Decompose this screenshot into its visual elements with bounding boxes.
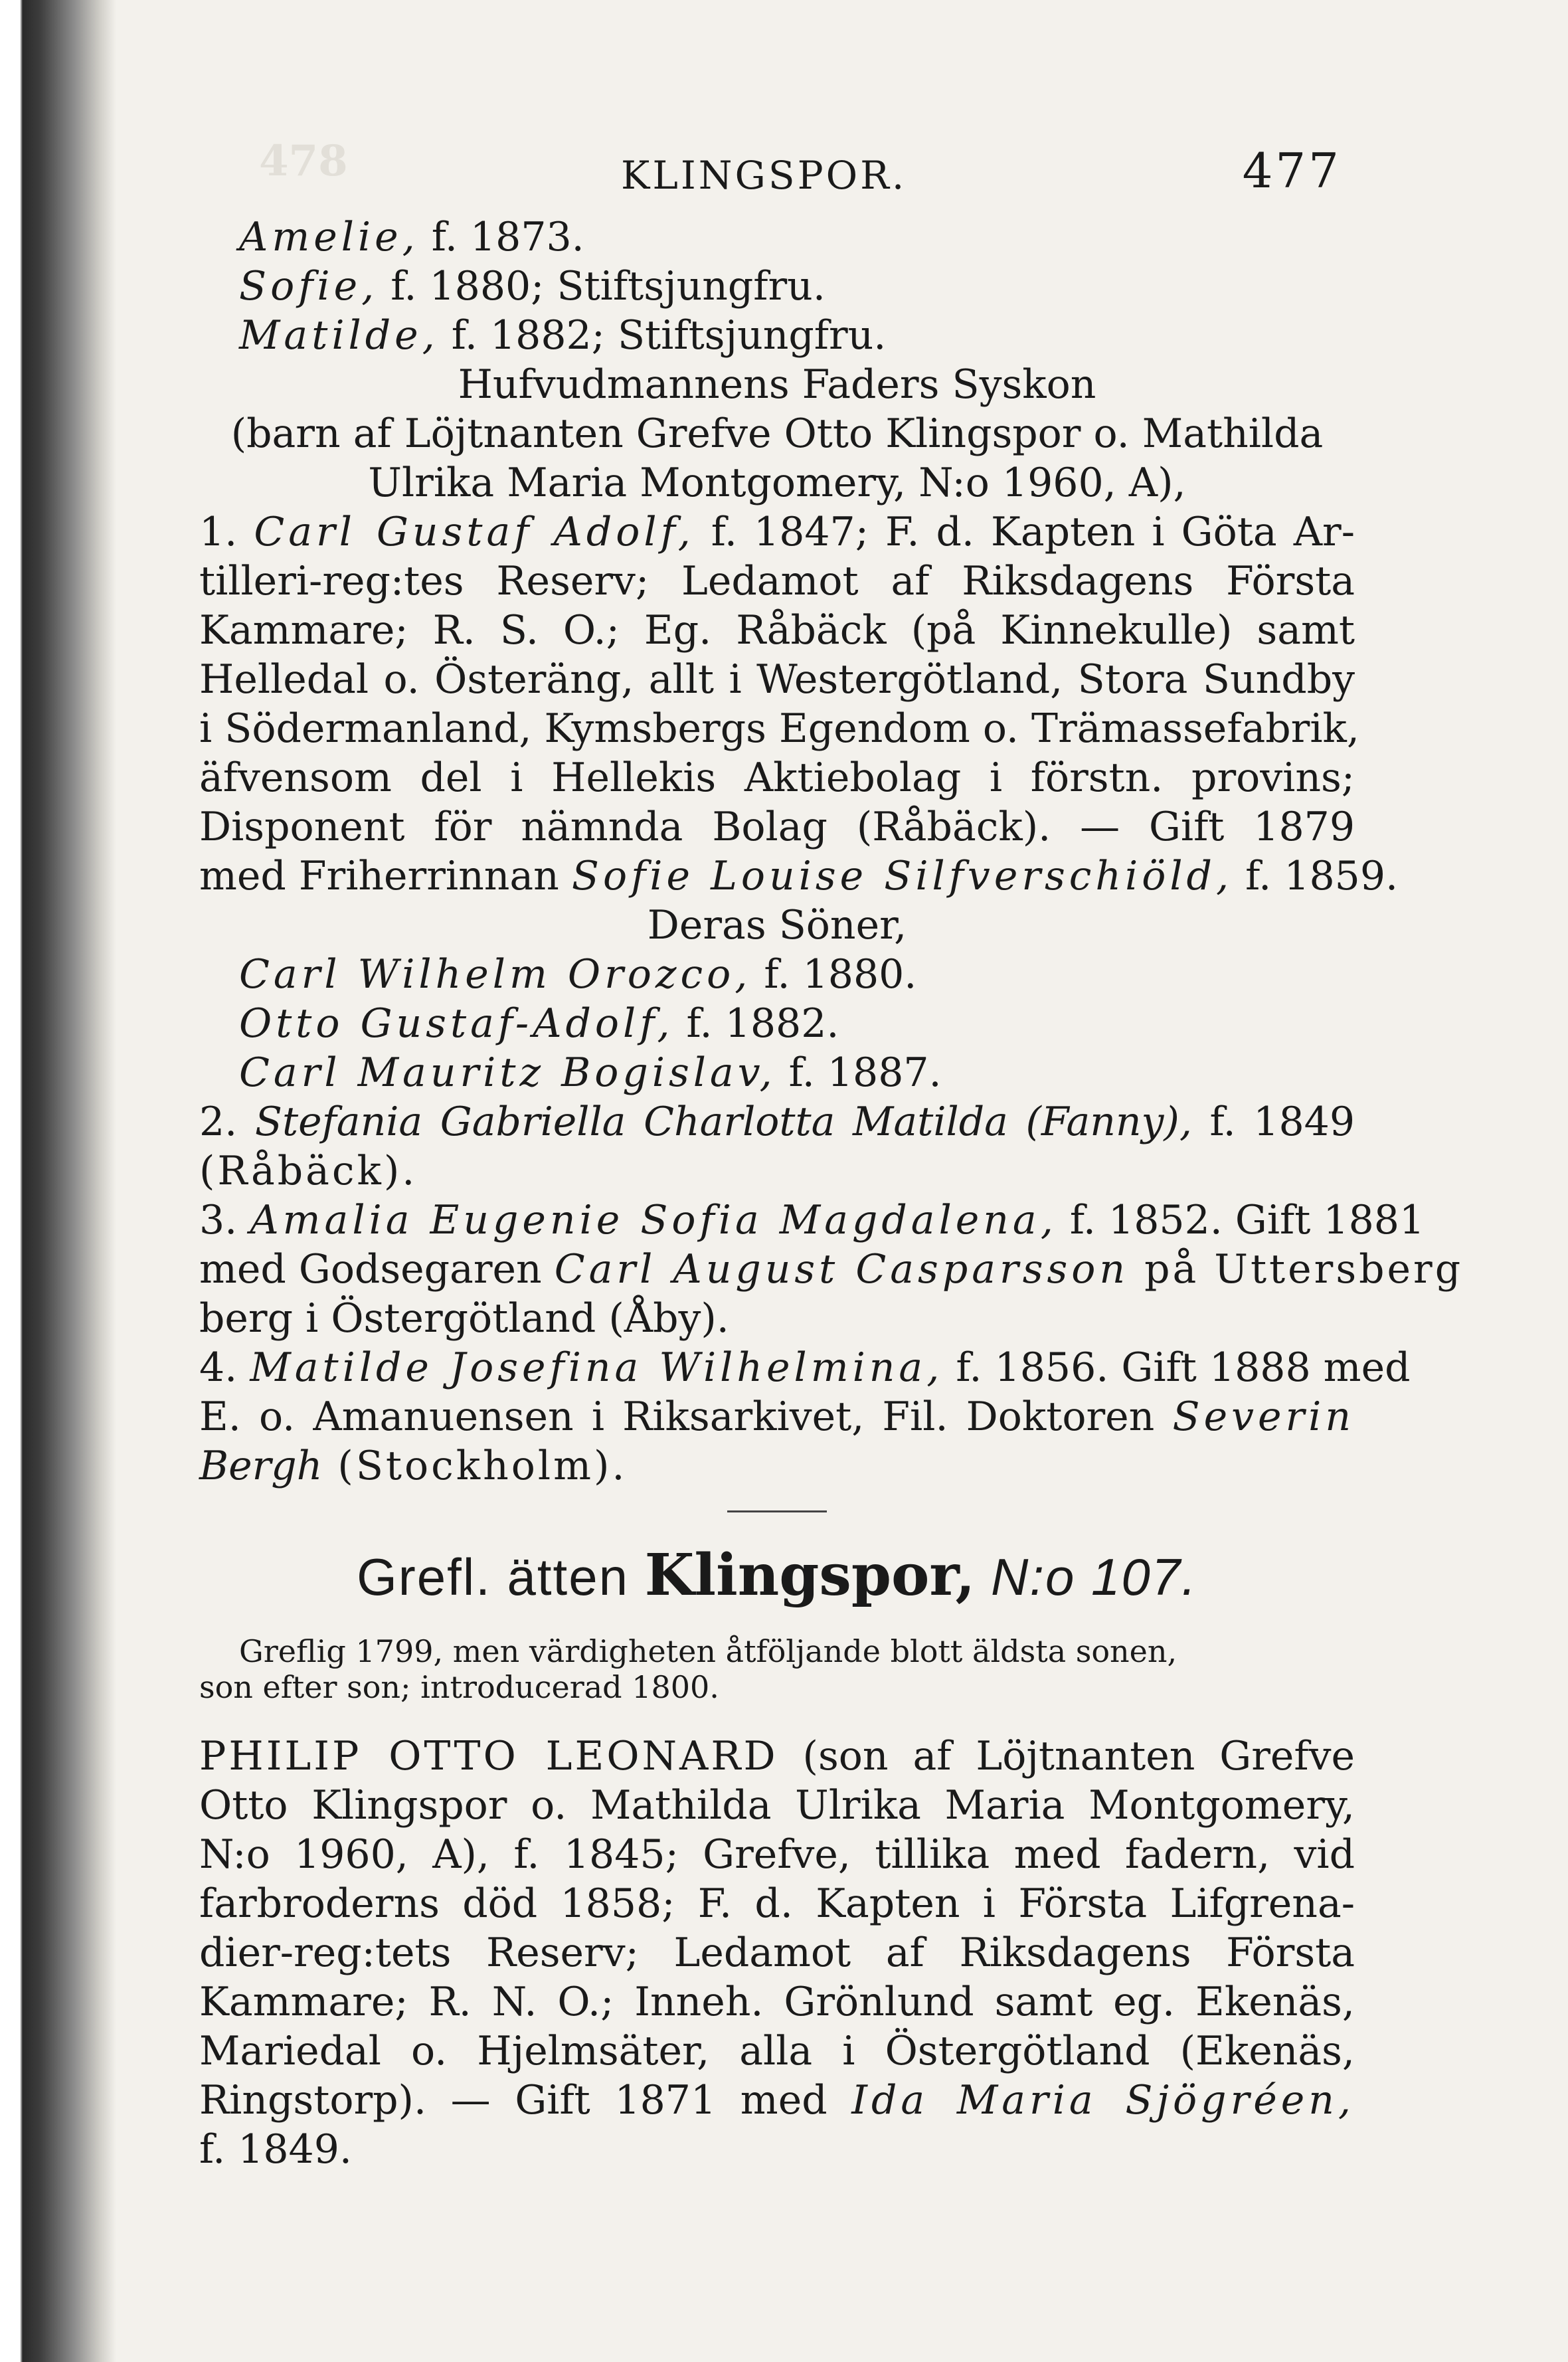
daughter-line: Matilde, f. 1882; Stiftsjungfru. xyxy=(239,312,887,359)
entry-1-line: Kammare; R. S. O.; Eg. Råbäck (på Kinnekulle) samt xyxy=(199,607,1355,654)
sons-heading: Deras Söner, xyxy=(647,902,907,949)
head-line: Kammare; R. N. O.; Inneh. Grönlund samt eg. Ekenäs, xyxy=(199,1979,1355,2025)
chapter-note-line: Greflig 1799, men värdigheten åtföljande blott äldsta sonen, xyxy=(239,1633,1177,1669)
entry-4-first-line: 4. Matilde Josefina Wilhelmina, f. 1856. Gift 1888 med xyxy=(199,1344,1411,1391)
head-wife-line: Ringstorp). — Gift 1871 med Ida Maria Sjögréen, xyxy=(199,2077,1355,2124)
siblings-parents-line: Ulrika Maria Montgomery, N:o 1960, A), xyxy=(368,460,1186,506)
chapter-note-line: son efter son; introducerad 1800. xyxy=(199,1669,719,1705)
head-first-line: PHILIP OTTO LEONARD (son af Löjtnanten Grefve xyxy=(199,1733,1355,1779)
entry-2-line: (Råbäck). xyxy=(199,1148,418,1194)
running-head-title: KLINGSPOR. xyxy=(621,153,907,198)
entry-4-line: E. o. Amanuensen i Riksarkivet, Fil. Doktoren Severin xyxy=(199,1394,1355,1440)
entry-3-line: med Godsegaren Carl August Casparsson på Uttersberg xyxy=(199,1246,1464,1293)
siblings-parents-line: (barn af Löjtnanten Grefve Otto Klingspor o. Mathilda xyxy=(230,410,1324,457)
entry-2-first-line: 2. Stefania Gabriella Charlotta Matilda (Fanny), f. 1849 xyxy=(199,1099,1355,1145)
running-head xyxy=(199,133,1355,213)
siblings-heading: Hufvudmannens Faders Syskon xyxy=(458,361,1096,408)
head-line: farbroderns död 1858; F. d. Kapten i Första Lifgrena- xyxy=(199,1880,1355,1927)
head-line: Otto Klingspor o. Mathilda Ulrika Maria Montgomery, xyxy=(199,1782,1355,1829)
book-page xyxy=(199,133,1464,2174)
son-line: Otto Gustaf-Adolf, f. 1882. xyxy=(239,1000,839,1047)
entry-4-line: Bergh (Stockholm). xyxy=(199,1443,628,1489)
bleed-through-page-number: 478 xyxy=(259,136,348,186)
spacer xyxy=(199,1705,1355,1732)
entry-3-first-line: 3. Amalia Eugenie Sofia Magdalena, f. 1852. Gift 1881 xyxy=(199,1197,1425,1243)
entry-1-line: tilleri-reg:tes Reserv; Ledamot af Riksdagens Första xyxy=(199,558,1355,604)
head-line: Mariedal o. Hjelmsäter, alla i Östergötland (Ekenäs, xyxy=(199,2028,1355,2074)
entry-3-line: berg i Östergötland (Åby). xyxy=(199,1295,729,1342)
son-line: Carl Mauritz Bogislav, f. 1887. xyxy=(239,1049,942,1096)
entry-1-line: äfvensom del i Hellekis Aktiebolag i förstn. provins; xyxy=(199,755,1355,801)
chapter-heading: Grefl. ätten Klingspor, N:o 107. xyxy=(357,1542,1197,1609)
daughter-line: Amelie, f. 1873. xyxy=(239,214,584,260)
entry-1-line: Helledal o. Österäng, allt i Westergötland, Stora Sundby xyxy=(199,656,1355,703)
book-spine-shadow xyxy=(0,0,116,2362)
entry-1-line: Disponent för nämnda Bolag (Råbäck). — Gift 1879 xyxy=(199,804,1355,850)
daughter-line: Sofie, f. 1880; Stiftsjungfru. xyxy=(239,263,826,310)
page-number: 477 xyxy=(1242,143,1342,199)
section-divider xyxy=(727,1510,827,1512)
head-line: N:o 1960, A), f. 1845; Grefve, tillika med fadern, vid xyxy=(199,1831,1355,1878)
entry-1-first-line: 1. Carl Gustaf Adolf, f. 1847; F. d. Kapten i Göta Ar- xyxy=(199,509,1355,555)
entry-1-wife-line: med Friherrinnan Sofie Louise Silfverschiöld, f. 1859. xyxy=(199,853,1399,899)
head-final-line: f. 1849. xyxy=(199,2126,352,2173)
son-line: Carl Wilhelm Orozco, f. 1880. xyxy=(239,951,917,998)
entry-1-line: i Södermanland, Kymsbergs Egendom o. Trämassefabrik, xyxy=(199,705,1359,752)
head-line: dier-reg:tets Reserv; Ledamot af Riksdagens Första xyxy=(199,1930,1355,1976)
